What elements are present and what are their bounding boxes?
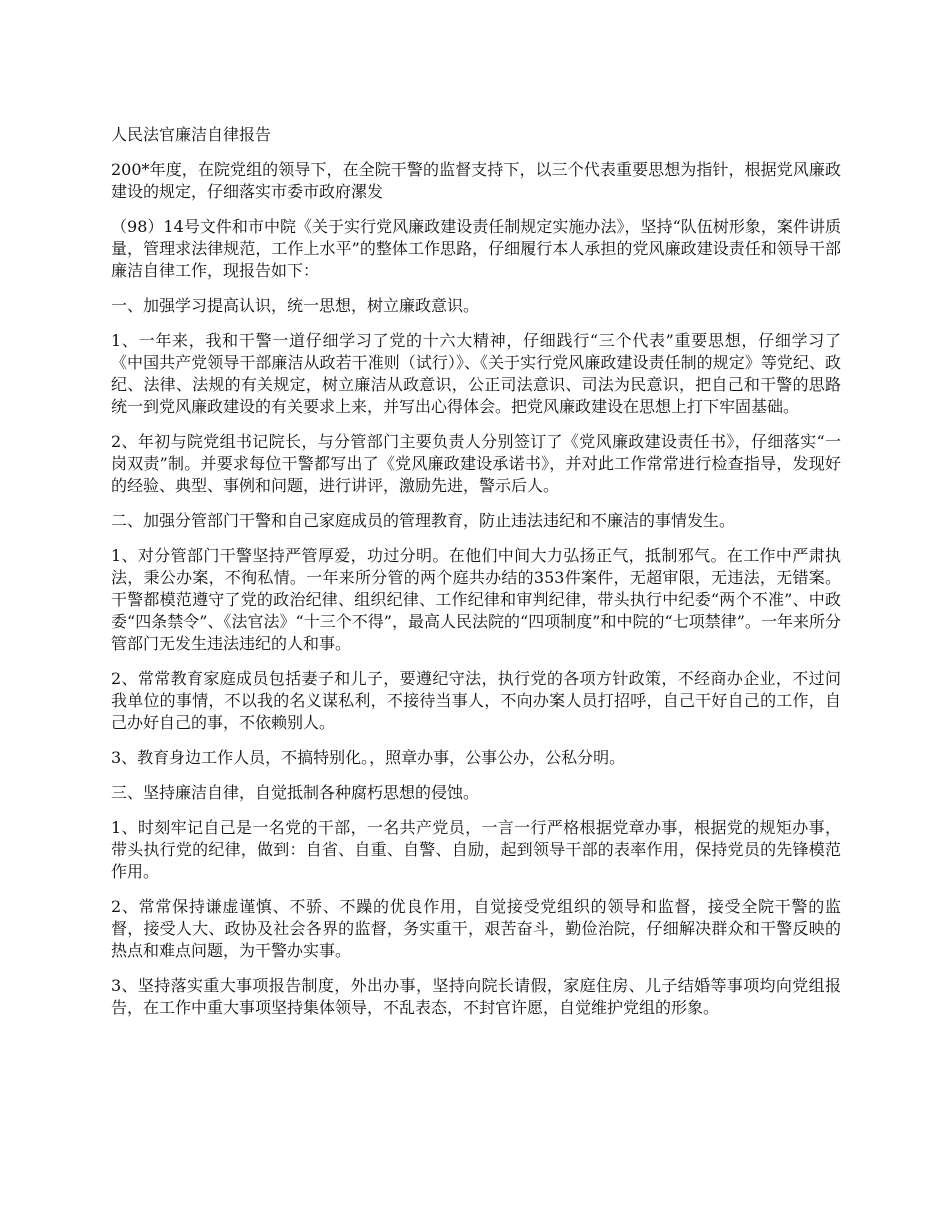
document-page: [111, 124, 841, 1032]
section-1-item-2: 2、年初与院党组书记院长，与分管部门主要负责人分别签订了《党风廉政建设责任书》，仔细落实“一岗双责”制。并要求每位干警都写出了《党风廉政建设承诺书》，并对此工作常常进行检查指导，发现好的经验、典型、事例和问题，进行讲评，激励先进，警示后人。: [111, 432, 841, 495]
section-3-item-2: 2、常常保持谦虚谨慎、不骄、不躁的优良作用，自觉接受党组织的领导和监督，接受全院干警的监督，接受人大、政协及社会各界的监督，务实重干，艰苦奋斗，勤俭治院，仔细解决群众和干警反映的热点和难点问题，为干警办实事。: [111, 897, 841, 960]
paragraph-intro-continued: （98）14号文件和市中院《关于实行党风廉政建设责任制规定实施办法》，坚持“队伍树形象，案件讲质量，管理求法律规范，工作上水平”的整体工作思路，仔细履行本人承担的党风廉政建设责任和领导干部廉洁自律工作，现报告如下：: [111, 217, 841, 280]
document-title: 人民法官廉洁自律报告: [111, 125, 272, 144]
section-heading-3: 三、坚持廉洁自律，自觉抵制各种腐朽思想的侵蚀。: [111, 783, 480, 802]
section-heading-2: 二、加强分管部门干警和自己家庭成员的管理教育，防止违法违纪和不廉洁的事情发生。: [111, 511, 736, 530]
section-3-item-3: 3、坚持落实重大事项报告制度，外出办事，坚持向院长请假，家庭住房、儿子结婚等事项均向党组报告，在工作中重大事项坚持集体领导，不乱表态，不封官许愿，自觉维护党组的形象。: [111, 976, 841, 1017]
section-1-item-1: 1、一年来，我和干警一道仔细学习了党的十六大精神，仔细践行“三个代表”重要思想，仔细学习了《中国共产党领导干部廉洁从政若干准则（试行）》、《关于实行党风廉政建设责任制的规定》等党纪、政纪、法律、法规的有关规定，树立廉洁从政意识，公正司法意识、司法为民意识，把自己和干警的思路统一到党风廉政建设的有关要求上来，并写出心得体会。把党风廉政建设在思想上打下牢固基础。: [111, 331, 841, 416]
section-2-item-1: 1、对分管部门干警坚持严管厚爱，功过分明。在他们中间大力弘扬正气，抵制邪气。在工作中严肃执法，秉公办案，不徇私情。一年来所分管的两个庭共办结的353件案件，无超审限，无违法，无错案。干警都模范遵守了党的政治纪律、组织纪律、工作纪律和审判纪律，带头执行中纪委“两个不准”、中政委“四条禁令”、《法官法》“十三个不得”，最高人民法院的“四项制度”和中院的“七项禁律”。一年来所分管部门无发生违法违纪的人和事。: [111, 546, 841, 653]
section-2-item-3: 3、教育身边工作人员，不搞特别化。，照章办事，公事公办，公私分明。: [111, 748, 626, 767]
section-2-item-2: 2、常常教育家庭成员包括妻子和儿子，要遵纪守法，执行党的各项方针政策，不经商办企业，不过问我单位的事情，不以我的名义谋私利，不接待当事人，不向办案人员打招呼，自己干好自己的工作，自己办好自己的事，不依赖别人。: [111, 669, 841, 732]
section-heading-1: 一、加强学习提高认识，统一思想，树立廉政意识。: [111, 296, 480, 315]
section-3-item-1: 1、时刻牢记自己是一名党的干部，一名共产党员，一言一行严格根据党章办事，根据党的规矩办事，带头执行党的纪律，做到：自省、自重、自警、自励，起到领导干部的表率作用，保持党员的先锋模范作用。: [111, 818, 841, 881]
paragraph-intro: 200*年度，在院党组的领导下，在全院干警的监督支持下，以三个代表重要思想为指针，根据党风廉政建设的规定，仔细落实市委市政府漯发: [111, 160, 841, 201]
